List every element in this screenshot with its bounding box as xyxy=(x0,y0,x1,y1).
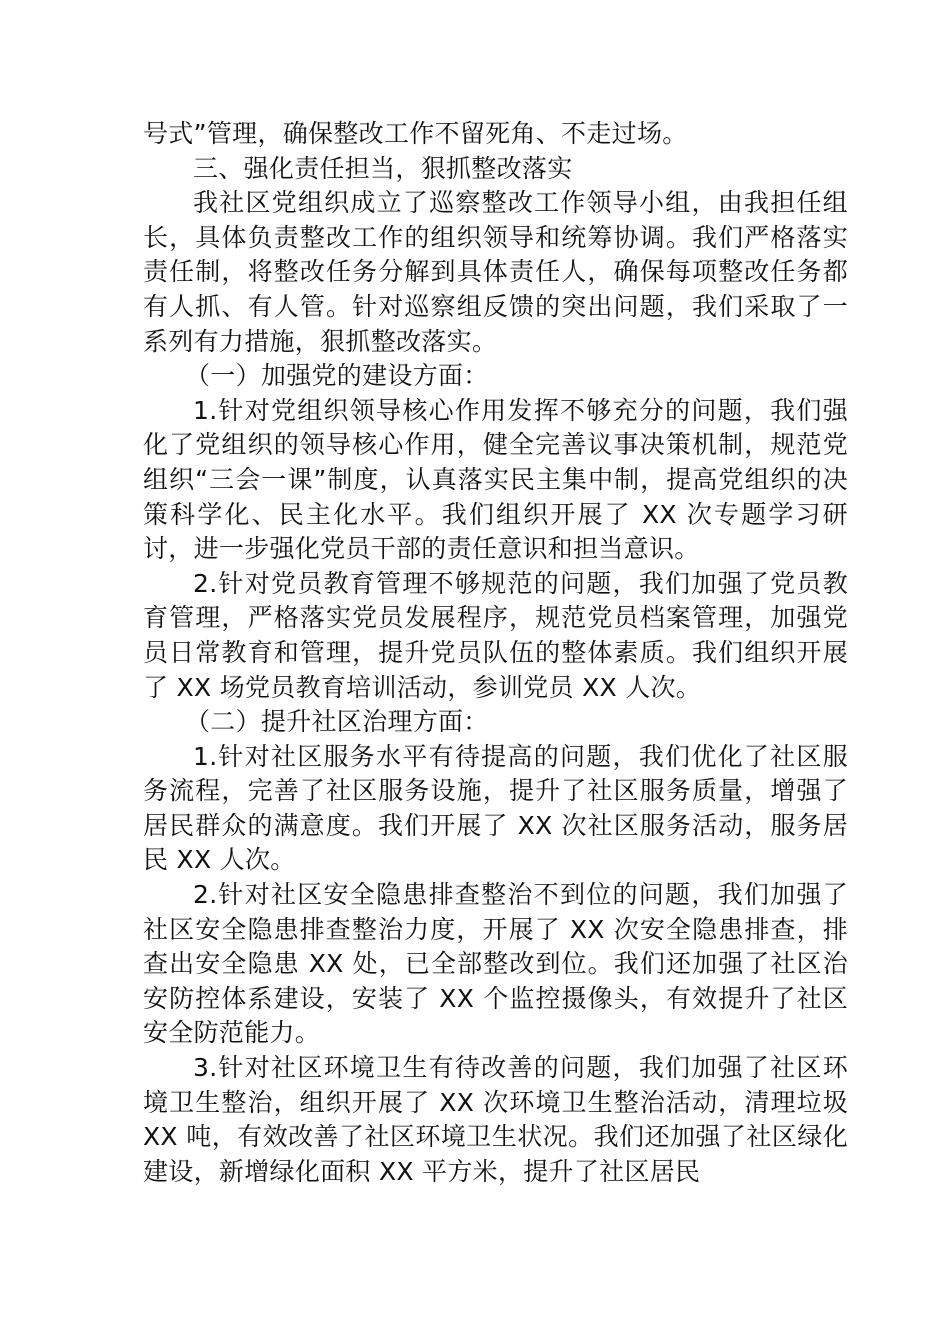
paragraph-item-2-member-education: 2.针对党员教育管理不够规范的问题，我们加强了党员教育管理，严格落实党员发展程序，规范党员档案管理，加强党员日常教育和管理，提升党员队伍的整体素质。我们组织开展了 XX 场党员教育培训活动，参训党员 XX 人次。 xyxy=(143,568,848,702)
paragraph-item-1-core-role: 1.针对党组织领导核心作用发挥不够充分的问题，我们强化了党组织的领导核心作用，健全完善议事决策机制，规范党组织“三会一课”制度，认真落实民主集中制，提高党组织的决策科学化、民主化水平。我们组织开展了 XX 次专题学习研讨，进一步强化党员干部的责任意识和担当意识。 xyxy=(143,395,848,564)
paragraph-item-1-service: 1.针对社区服务水平有待提高的问题，我们优化了社区服务流程，完善了社区服务设施，提升了社区服务质量，增强了居民群众的满意度。我们开展了 XX 次社区服务活动，服务居民 XX 人次。 xyxy=(143,741,848,875)
section-heading-3: 三、强化责任担当，狠抓整改落实 xyxy=(193,153,573,183)
subheading-party-building: （一）加强党的建设方面： xyxy=(185,361,489,391)
subheading-community-governance: （二）提升社区治理方面： xyxy=(185,707,489,737)
paragraph-item-3-environment: 3.针对社区环境卫生有待改善的问题，我们加强了社区环境卫生整治，组织开展了 XX 次环境卫生整治活动，清理垃圾 XX 吨，有效改善了社区环境卫生状况。我们还加强了社区绿化建设，新增绿化面积 XX 平方米，提升了社区居民 xyxy=(143,1053,848,1186)
paragraph-continuation: 号式”管理，确保整改工作不留死角、不走过场。 xyxy=(143,119,688,148)
paragraph-leadership-group: 我社区党组织成立了巡察整改工作领导小组，由我担任组长，具体负责整改工作的组织领导和统筹协调。我们严格落实责任制，将整改任务分解到具体责任人，确保每项整改任务都有人抓、有人管。针对巡察组反馈的突出问题，我们采取了一系列有力措施，狠抓整改落实。 xyxy=(143,188,848,356)
document-body xyxy=(143,117,848,1189)
paragraph-item-2-safety: 2.针对社区安全隐患排查整治不到位的问题，我们加强了社区安全隐患排查整治力度，开展了 XX 次安全隐患排查，排查出安全隐患 XX 处，已全部整改到位。我们还加强了社区治安防控体系建设，安装了 XX 个监控摄像头，有效提升了社区安全防范能力。 xyxy=(143,880,848,1048)
